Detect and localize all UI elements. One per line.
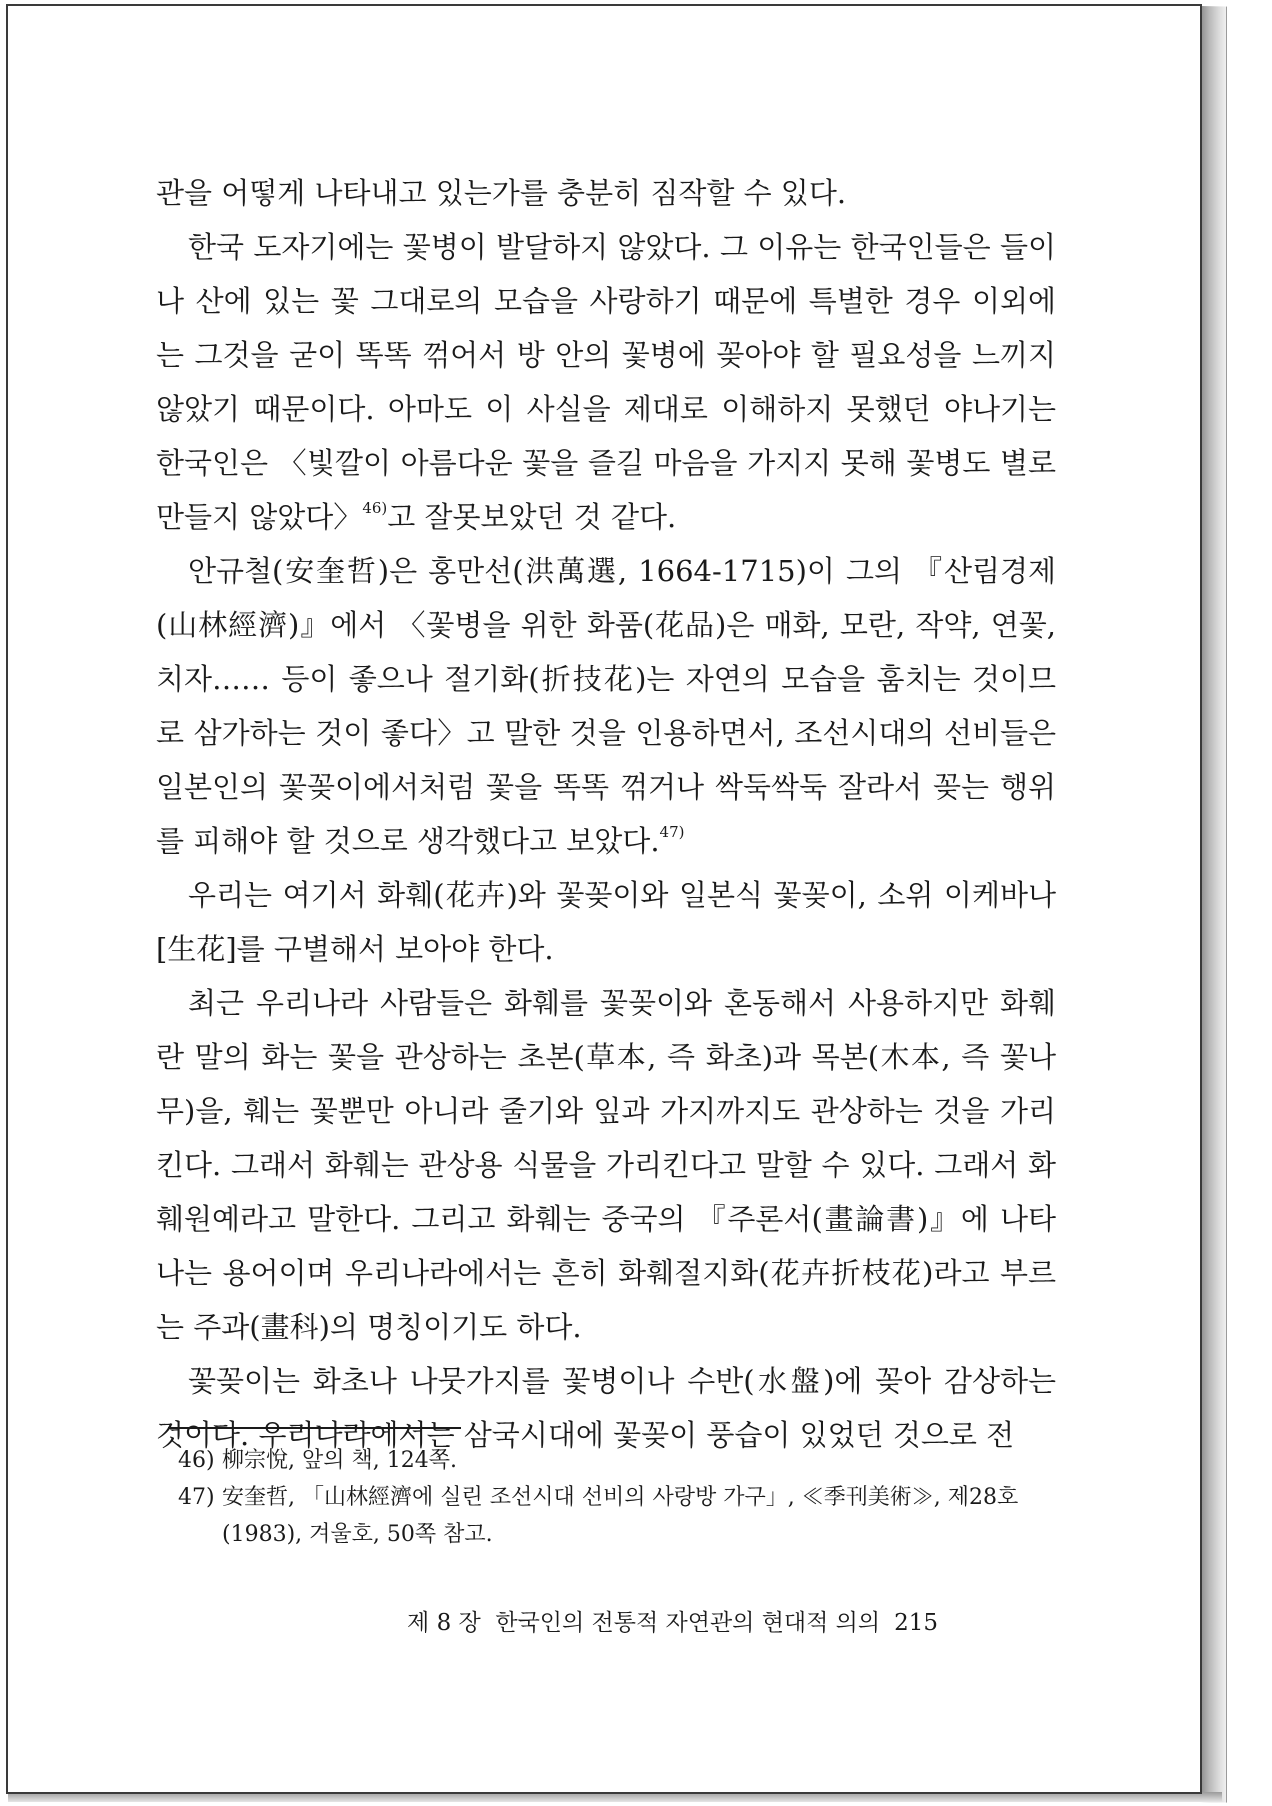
- paragraph-4: [156, 868, 1056, 976]
- paragraph-text: 우리는 여기서 화훼(花卉)와 꽃꽂이와 일본식 꽃꽂이, 소위 이케바나[生花]를 구별해서 보아야 한다.: [156, 878, 1056, 966]
- footnote-number: 46): [178, 1448, 215, 1473]
- running-footer: [407, 1604, 938, 1637]
- footnote-number: 47): [178, 1485, 215, 1510]
- chapter-title: 제 8 장 한국인의 전통적 자연관의 현대적 의의: [407, 1610, 881, 1636]
- footnote-text: 柳宗悅, 앞의 책, 124쪽.: [222, 1448, 457, 1473]
- paragraph-text-continued: 고 잘못보았던 것 같다.: [387, 500, 677, 534]
- body-text: [156, 166, 1056, 1462]
- paragraph-2: [156, 220, 1056, 544]
- paragraph-text: 한국 도자기에는 꽃병이 발달하지 않았다. 그 이유는 한국인들은 들이나 산에 있는 꽃 그대로의 모습을 사랑하기 때문에 특별한 경우 이외에는 그것을 굳이 똑똑 꺾어서 방 안의 꽃병에 꽂아야 할 필요성을 느끼지 않았기 때문이다. 아마도 이 사실을 제대로 이해하지 못했던 야나기는 한국인은 〈빛깔이 아름다운 꽃을 즐길 마음을 가지지 못해 꽃병도 별로 만들지 않았다〉: [156, 230, 1056, 534]
- paragraph-text: 관을 어떻게 나타내고 있는가를 충분히 짐작할 수 있다.: [156, 176, 847, 210]
- paragraph-5: [156, 976, 1056, 1354]
- book-page: [6, 4, 1202, 1794]
- footnote-ref-47[interactable]: 47): [659, 823, 685, 841]
- page-number: 215: [894, 1610, 938, 1636]
- footnotes: [178, 1442, 1058, 1553]
- page-edge-right: [1200, 6, 1227, 1803]
- footnote-47: [178, 1479, 1058, 1553]
- paragraph-3: [156, 544, 1056, 868]
- footnote-46: [178, 1442, 1058, 1479]
- paragraph-text: 안규철(安奎哲)은 홍만선(洪萬選, 1664-1715)이 그의 『산림경제(山林經濟)』에서 〈꽃병을 위한 화품(花品)은 매화, 모란, 작약, 연꽃, 치자…… 등이 좋으나 절기화(折技花)는 자연의 모습을 훔치는 것이므로 삼가하는 것이 좋다〉고 말한 것을 인용하면서, 조선시대의 선비들은 일본인의 꽃꽂이에서처럼 꽃을 똑똑 꺾거나 싹둑싹둑 잘라서 꽂는 행위를 피해야 할 것으로 생각했다고 보았다.: [156, 554, 1056, 858]
- footnote-text: 安奎哲, 「山林經濟에 실린 조선시대 선비의 사랑방 가구」, ≪季刊美術≫, 제28호(1983), 겨울호, 50쪽 참고.: [222, 1485, 1019, 1547]
- paragraph-1: [156, 166, 1056, 220]
- footnote-ref-46[interactable]: 46): [362, 499, 388, 517]
- paragraph-text: 꽃꽂이는 화초나 나뭇가지를 꽃병이나 수반(水盤)에 꽂아 감상하는 것이다. 우리나라에서는 삼국시대에 꽃꽂이 풍습이 있었던 것으로 전: [156, 1364, 1056, 1452]
- paragraph-text: 최근 우리나라 사람들은 화훼를 꽃꽂이와 혼동해서 사용하지만 화훼란 말의 화는 꽃을 관상하는 초본(草本, 즉 화초)과 목본(木本, 즉 꽃나무)을, 훼는 꽃뿐만 아니라 줄기와 잎과 가지까지도 관상하는 것을 가리킨다. 그래서 화훼는 관상용 식물을 가리킨다고 말할 수 있다. 그래서 화훼원예라고 말한다. 그리고 화훼는 중국의 『주론서(畫論書)』에 나타나는 용어이며 우리나라에서는 흔히 화훼절지화(花卉折枝花)라고 부르는 주과(畫科)의 명칭이기도 하다.: [156, 986, 1056, 1344]
- footnote-divider: [168, 1427, 461, 1429]
